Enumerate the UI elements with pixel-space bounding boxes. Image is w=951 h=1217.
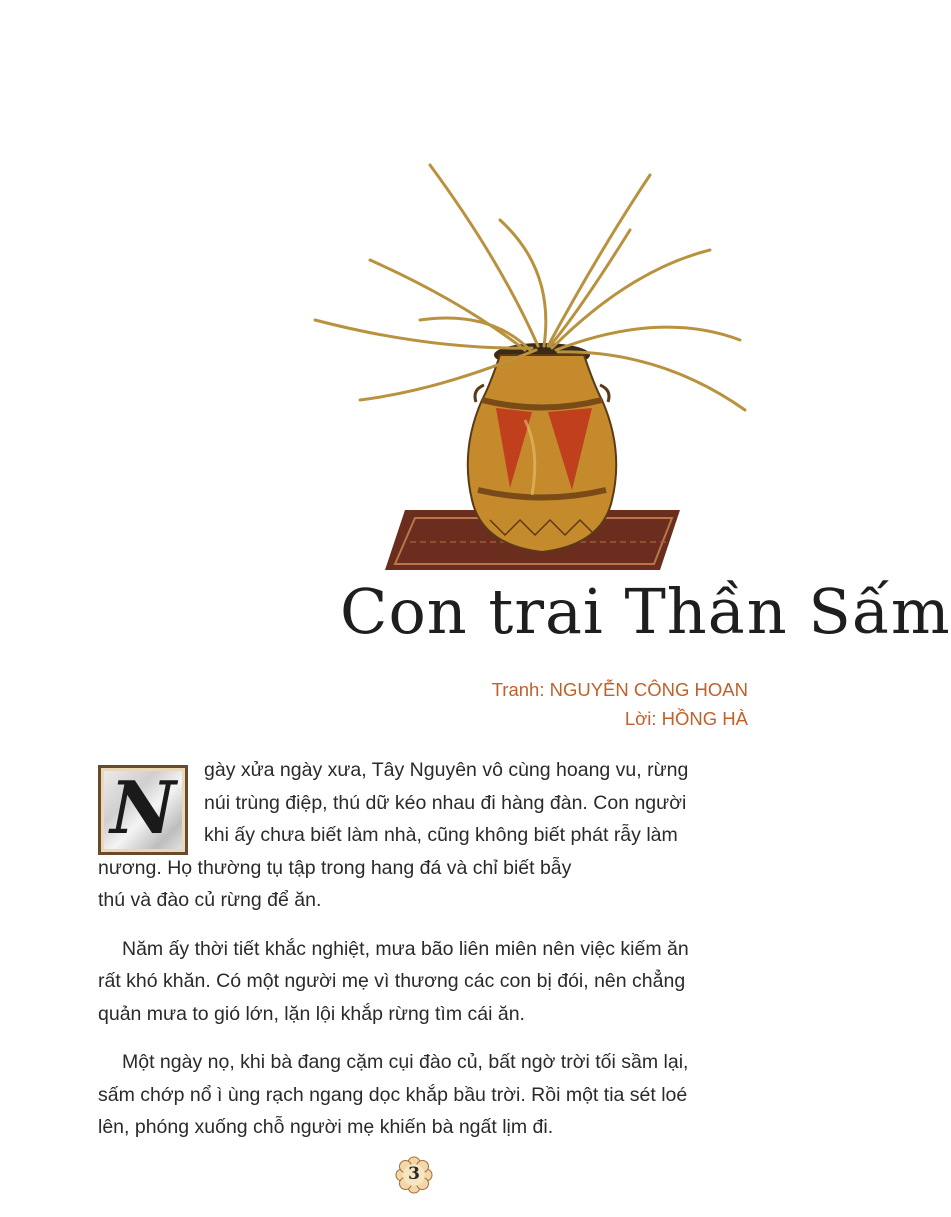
text-line: sấm chớp nổ ì ùng rạch ngang dọc khắp bầu trời. Rồi một tia sét loé <box>98 1083 688 1106</box>
text-line: gày xửa ngày xưa, Tây Nguyên vô cùng hoang vu, rừng <box>204 759 689 781</box>
text-line: núi trùng điệp, thú dữ kéo nhau đi hàng đàn. Con người <box>204 791 687 814</box>
text-line: khi ấy chưa biết làm nhà, cũng không biết phát rẫy làm <box>204 824 678 846</box>
paragraph-1 <box>98 754 748 917</box>
illustrator-credit: Tranh: NGUYỄN CÔNG HOAN <box>491 679 748 700</box>
text-line: Năm ấy thời tiết khắc nghiệt, mưa bão liên miên nên việc kiếm ăn <box>122 937 689 960</box>
text-line: nương. Họ thường tụ tập trong hang đá và chỉ biết bẫy <box>98 856 572 879</box>
text-line: quản mưa to gió lớn, lặn lội khắp rừng tìm cái ăn. <box>98 1002 525 1025</box>
credits <box>492 675 748 733</box>
page-number-text: 3 <box>408 1164 420 1184</box>
text-line: Một ngày nọ, khi bà đang cặm cụi đào củ, bất ngờ trời tối sầm lại, <box>122 1051 689 1073</box>
vase <box>468 343 616 552</box>
text-line: rất khó khăn. Có một người mẹ vì thương các con bị đói, nên chẳng <box>98 970 686 992</box>
story-title: Con trai Thần Sấm <box>340 575 951 648</box>
writer-credit: Lời: HỒNG HÀ <box>624 708 748 729</box>
story-body <box>98 754 748 1160</box>
paragraph-3 <box>98 1046 748 1144</box>
text-line: thú và đào củ rừng để ăn. <box>98 889 322 911</box>
drop-cap-letter: N <box>110 765 176 850</box>
page-number <box>396 1157 432 1193</box>
vase-illustration <box>300 150 760 570</box>
text-line: lên, phóng xuống chỗ người mẹ khiến bà ngất lịm đi. <box>98 1116 554 1138</box>
paragraph-2 <box>98 933 748 1031</box>
